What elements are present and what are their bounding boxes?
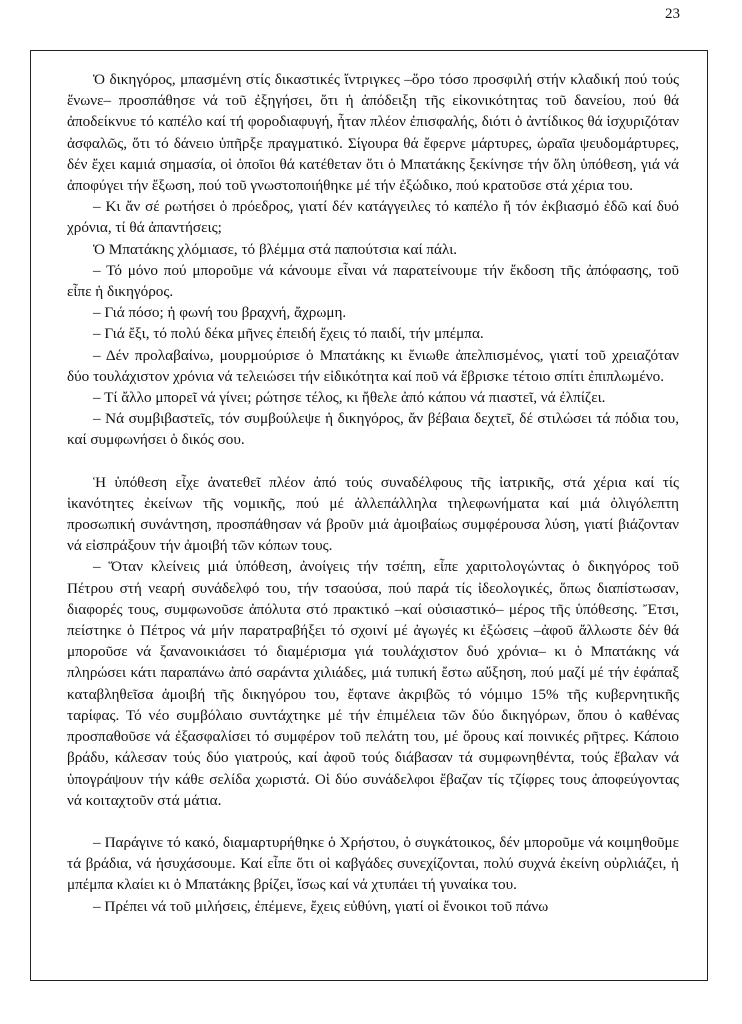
paragraph-closing-case: – Ὅταν κλείνεις μιά ὑπόθεση, ἀνοίγεις τήν τσέπη, εἶπε χαριτολογώντας ὁ δικηγόρος τοῦ Πέτρου στή νεαρή συνάδελφό του, τήν τσαούσα, πού παρά τίς ἰδεολογικές, ὅπως διαπίστωσαν, διαφορές τους, συμφωνοῦσε ἀπόλυτα στό πρακτικό –καί οὐσιαστικό– μέρος τῆς ὑπόθεσης. Ἔτσι, πείστηκε ὁ Πέτρος νά μήν παρατραβήξει τό σχοινί μέ ἀγωγές κι ἐξώσεις –ἀφοῦ ἄλλωστε δέν θά μποροῦσε νά ξανανοικιάσει τό διαμέρισμα γιά τουλάχιστον δυό χρόνια– κι ὁ Μπατάκης νά πληρώσει κάτι παραπάνω ἀπό σαράντα χιλιάδες, μιά τυπική ἔστω αὔξηση, πού μαζί μέ τήν ἐφάπαξ καταβληθεῖσα ἀμοιβή τῆς δικηγόρου του, ἔφτανε ἀκριβῶς τό νόμιμο 15% τῆς κυβερνητικῆς ταρίφας. Τό νέο συμβόλαιο συντάχτηκε μέ τήν ἐπιμέλεια τῶν δύο δικηγόρων, ὅπου ὁ καθένας προσπαθοῦσε νά ἐξασφαλίσει τό συμφέρον τοῦ πελάτη του, μέ ὅρους καί ποινικές ρῆτρες. Κάποιο βράδυ, κάλεσαν τούς δύο γιατρούς, καί ἀφοῦ τούς διάβασαν τά συμφωνηθέντα, τούς ἔβαλαν νά ὑπογράψουν τήν κάθε σελίδα χωριστά. Οἱ δύο συνάδελφοι ἔβαζαν τίς τζίφρες τους ἀποφεύγοντας νά κοιταχτοῦν στά μάτια. <box>67 558 679 809</box>
page-number: 23 <box>665 6 680 22</box>
paragraph-how-long: – Γιά πόσο; ἡ φωνή του βραχνή, ἄχρωμη. <box>93 304 347 322</box>
paragraph-question-president: – Κι ἄν σέ ρωτήσει ὁ πρόεδρος, γιατί δέν κατάγγειλες τό καπέλο ἤ τόν ἐκβιασμό ἐδῶ καί δυό χρόνια, τί θά ἀπαντήσεις; <box>67 198 679 237</box>
paragraph-no-time: – Δέν προλαβαίνω, μουρμούρισε ὁ Μπατάκης κι ἔνιωθε ἀπελπισμένος, γιατί τοῦ χρειαζόταν δύο τουλάχιστον χρόνια νά τελειώσει τήν εἰδικότητα καί ποῦ νά ἔβρισκε τέτοιο σπίτι ἐπιπλωμένο. <box>67 346 679 385</box>
paragraph-six-months: – Γιά ἔξι, τό πολύ δέκα μῆνες ἐπειδή ἔχεις τό παιδί, τήν μπέμπα. <box>93 325 484 343</box>
paragraph-case-assigned: Ἡ ὑπόθεση εἶχε ἀνατεθεῖ πλέον ἀπό τούς συναδέλφους τῆς ἰατρικῆς, στά χέρια καί τίς ἱκανότητες ἐκείνων τῆς νομικῆς, πού μέ ἀλλεπάλληλα τηλεφωνήματα καί μιά ὀλιγόλεπτη προσωπική συνάντηση, προσπάθησαν νά βροῦν μιά ἀμοιβαίως συμφέρουσα λύση, γιατί βιάζονταν νά εἰσπράξουν τήν ἀμοιβή τῶν κόπων τους. <box>67 473 679 555</box>
paragraph-compromise: – Νά συμβιβαστεῖς, τόν συμβούλεψε ἡ δικηγόρος, ἄν βέβαια δεχτεῖ, δέ στιλώσει τά πόδια του, καί συμφωνήσει ὁ δικός σου. <box>67 410 679 449</box>
paragraph-only-thing: – Τό μόνο πού μποροῦμε νά κάνουμε εἶναι νά παρατείνουμε τήν ἔκδοση τῆς ἀπόφασης, τοῦ εἶπε ἡ δικηγόρος. <box>67 261 679 301</box>
paragraph-what-else: – Τί ἄλλο μπορεῖ νά γίνει; ρώτησε τέλος, κι ἤθελε ἀπό κάπου νά πιαστεῖ, νά ἐλπίζει. <box>93 389 606 407</box>
paragraph-christou-protests: – Παράγινε τό κακό, διαμαρτυρήθηκε ὁ Χρήστου, ὁ συγκάτοικος, δέν μποροῦμε νά κοιμηθοῦμε τά βράδια, νά ἡσυχάσουμε. Καί εἶπε ὅτι οἱ καβγάδες συνεχίζονται, πολύ συχνά ἐκείνη οὐρλιάζει, ἡ μπέμπα κλαίει κι ὁ Μπατάκης βρίζει, ἴσως καί νά χτυπάει τή γυναίκα του. <box>67 833 679 894</box>
paragraph-must-talk: – Πρέπει νά τοῦ μιλήσεις, ἐπέμενε, ἔχεις εὐθύνη, γιατί οἱ ἔνοικοι τοῦ πάνω <box>93 897 549 915</box>
paragraph-lawyer-explains: Ὁ δικηγόρος, μπασμένη στίς δικαστικές ἴντριγκες –ὅρο τόσο προσφιλή στήν κλαδική πού τούς ἕνωνε– προσπάθησε νά τοῦ ἐξηγήσει, ὅτι ἡ ἀπόδειξη τῆς εἰκονικότητας τοῦ δανείου, πού θά ἀποδείκνυε τό καπέλο καί τή φοροδιαφυγή, ἦταν πλέον ἐπισφαλής, διότι ὁ ἀντίδικος θά ἰσχυριζόταν ἀσφαλῶς, ὅτι τό δάνειο ὑπῆρξε πραγματικό. Σίγουρα θά ἔφερνε μάρτυρες, ὡραῖα ψευδομάρτυρες, δέν ἔχει καμιά σημασία, οἱ ὁποῖοι θά κατέθεταν ὅτι ὁ Μπατάκης ξεκίνησε τήν ὅλη ὑπόθεση, γιά νά ἀποφύγει τήν ἔξωση, πού τοῦ γνωστοποιήθηκε μέ τήν ἐξώδικο, πού κρατοῦσε στά χέρια του. <box>67 71 679 195</box>
text-frame <box>30 50 708 981</box>
body-text <box>67 69 679 917</box>
paragraph-batakis-pales: Ὁ Μπατάκης χλόμιασε, τό βλέμμα στά παπούτσια καί πάλι. <box>93 240 458 258</box>
